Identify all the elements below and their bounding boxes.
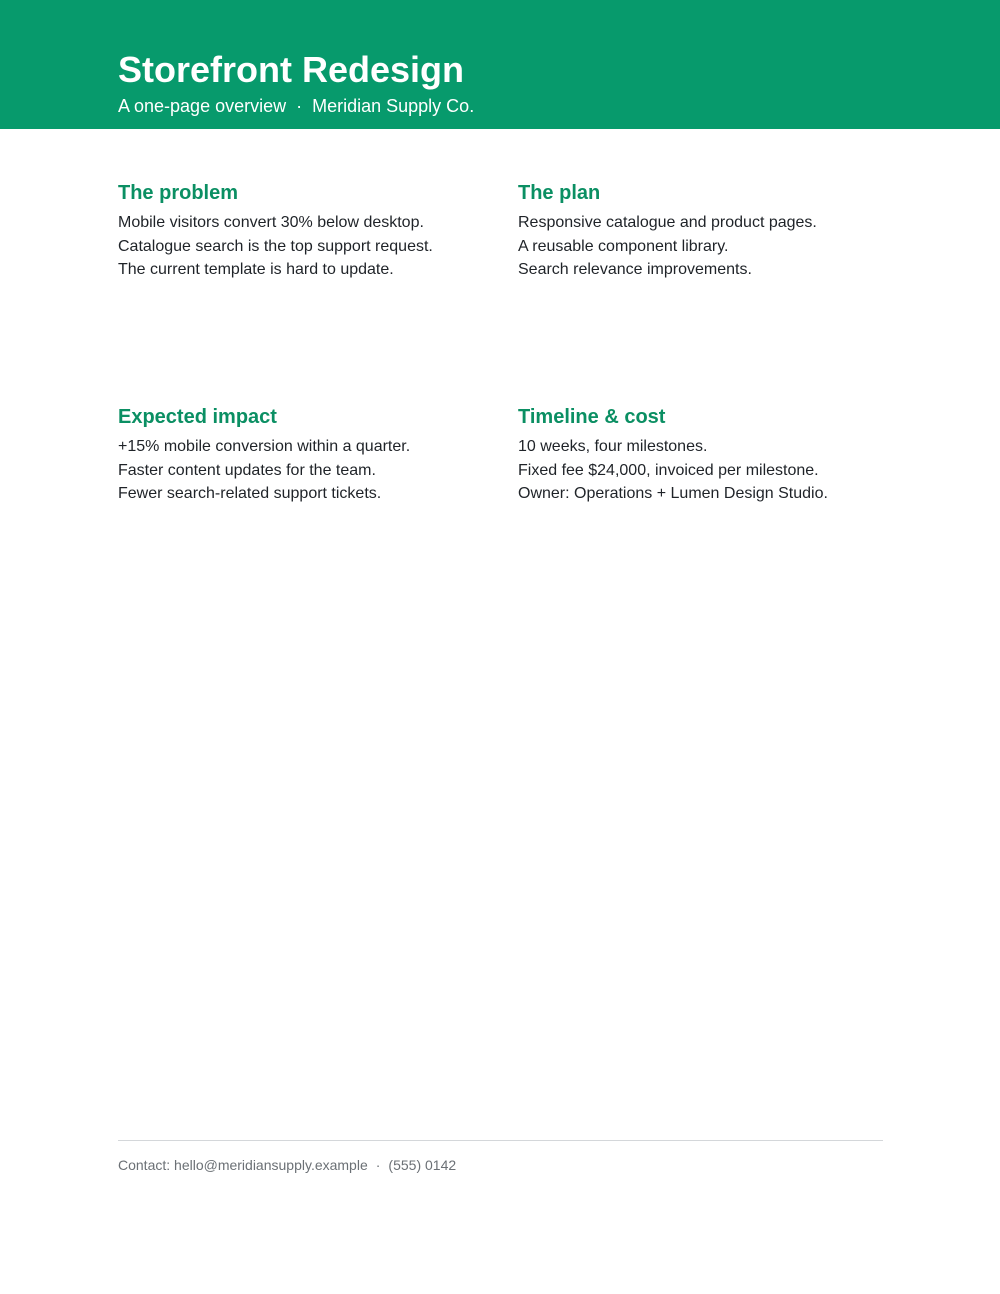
contact-email: Contact: hello@meridiansupply.example — [118, 1157, 368, 1173]
section-heading: The plan — [518, 182, 601, 204]
list-item: Search relevance improvements. — [518, 261, 752, 279]
list-item: 10 weeks, four milestones. — [518, 438, 708, 455]
list-item: +15% mobile conversion within a quarter. — [118, 438, 411, 455]
list-item: Faster content updates for the team. — [118, 461, 376, 479]
section-heading: Expected impact — [118, 406, 277, 428]
section-timeline-cost — [518, 405, 898, 506]
contact-phone: (555) 0142 — [388, 1157, 457, 1173]
list-item: Mobile visitors convert 30% below desktop. — [118, 214, 424, 231]
company-name: Meridian Supply Co. — [312, 96, 475, 116]
subtitle-separator: · — [296, 96, 303, 116]
section-plan — [518, 181, 898, 282]
subtitle-text: A one-page overview — [118, 96, 287, 116]
header-banner — [0, 0, 1000, 129]
list-item: Responsive catalogue and product pages. — [518, 214, 817, 231]
list-item: Fixed fee $24,000, invoiced per milestone. — [518, 461, 819, 479]
section-list — [518, 211, 898, 282]
section-list — [118, 211, 498, 282]
list-item: The current template is hard to update. — [118, 261, 394, 279]
list-item: A reusable component library. — [518, 237, 729, 255]
page-subtitle — [118, 95, 474, 117]
section-problem — [118, 181, 498, 282]
list-item: Catalogue search is the top support request. — [118, 237, 433, 255]
footer-divider — [118, 1140, 883, 1141]
section-heading: Timeline & cost — [518, 406, 666, 428]
footer-separator: · — [375, 1157, 381, 1173]
section-heading: The problem — [118, 182, 239, 204]
section-list — [518, 435, 898, 506]
list-item: Fewer search-related support tickets. — [118, 485, 382, 503]
list-item: Owner: Operations + Lumen Design Studio. — [518, 485, 828, 503]
footer-contact — [118, 1156, 456, 1174]
section-list — [118, 435, 498, 506]
page-title: Storefront Redesign — [118, 49, 465, 90]
section-expected-impact — [118, 405, 498, 506]
